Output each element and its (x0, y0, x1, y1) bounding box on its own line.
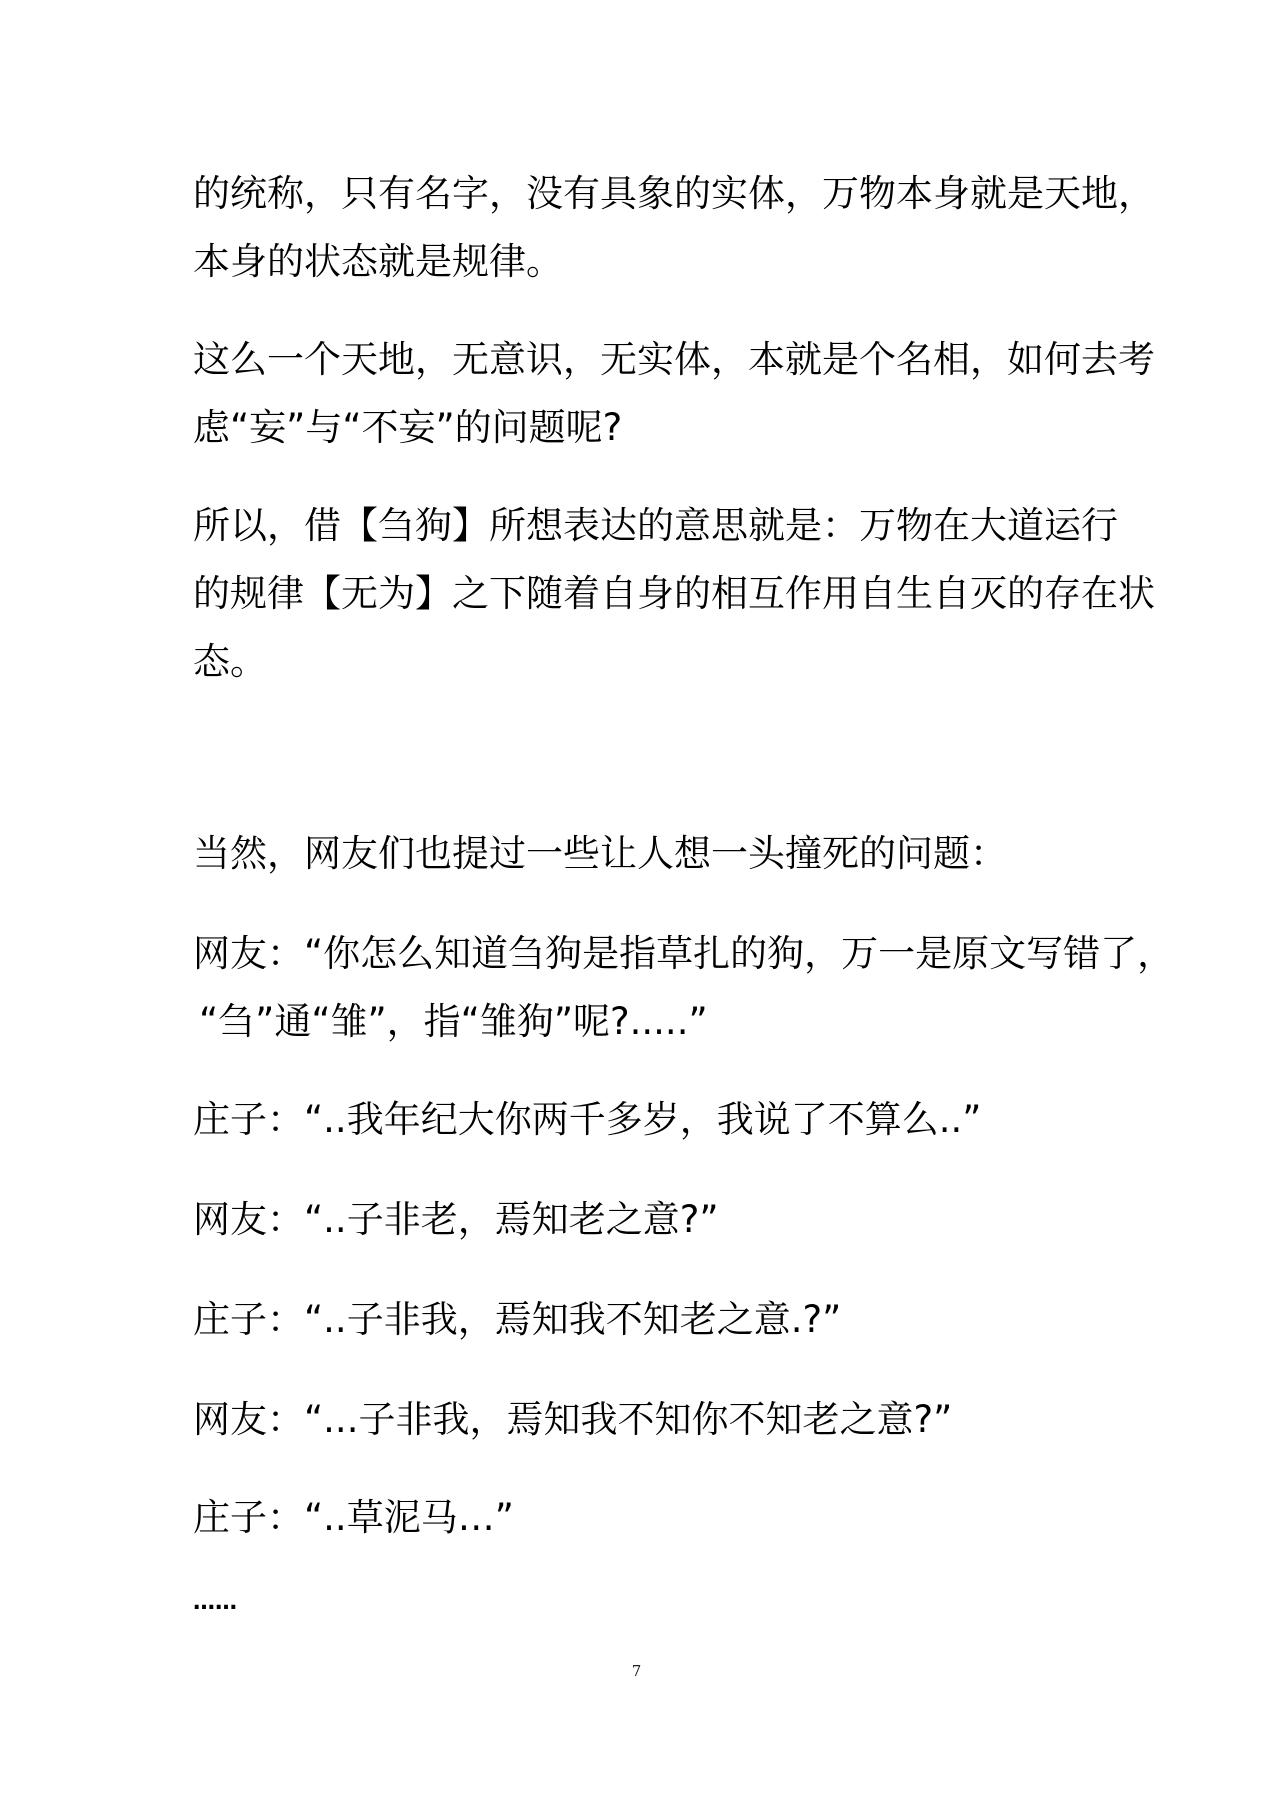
paragraph-line: 庄子：“..我年纪大你两千多岁，我说了不算么..” (193, 1098, 982, 1141)
paragraph-3 (193, 492, 1155, 696)
paragraph-line: 虑“妄”与“不妄”的问题呢? (193, 406, 623, 449)
dialogue-zhuangzi-2 (193, 1286, 1093, 1354)
ellipsis-mark: …… (193, 1590, 237, 1615)
paragraph-line: 网友：“..子非老，焉知老之意?” (193, 1198, 719, 1241)
paragraph-line: 的规律【无为】之下随着自身的相互作用自生自灭的存在状 (193, 572, 1155, 615)
paragraph-line: 本身的状态就是规律。 (193, 240, 563, 283)
paragraph-line: 庄子：“..子非我，焉知我不知老之意.?” (193, 1298, 842, 1341)
paragraph-line: 态。 (193, 640, 267, 683)
paragraph-line: 的统称，只有名字，没有具象的实体，万物本身就是天地， (193, 172, 1155, 215)
paragraph-line: 所以，借【刍狗】所想表达的意思就是：万物在大道运行 (193, 504, 1118, 547)
dialogue-zhuangzi-3 (193, 1484, 1093, 1552)
paragraph-line: “刍”通“雏”，指“雏狗”呢?.....” (199, 1000, 708, 1043)
dialogue-netizen-3 (193, 1386, 1093, 1454)
paragraph-line: 这么一个天地，无意识，无实体，本就是个名相，如何去考 (193, 338, 1155, 381)
paragraph-line: 网友：“你怎么知道刍狗是指草扎的狗，万一是原文写错了， (193, 932, 1175, 975)
dialogue-netizen-1 (193, 920, 1175, 1056)
dialogue-zhuangzi-1 (193, 1086, 1093, 1154)
paragraph-line: 网友：“...子非我，焉知我不知你不知老之意?” (193, 1398, 953, 1441)
paragraph-1 (193, 160, 1155, 296)
paragraph-line: 当然，网友们也提过一些让人想一头撞死的问题： (193, 832, 1007, 875)
page-number: 7 (631, 1662, 642, 1680)
paragraph-line: 庄子：“..草泥马…” (193, 1496, 514, 1539)
paragraph-4 (193, 820, 1093, 888)
dialogue-netizen-2 (193, 1186, 1093, 1254)
paragraph-2 (193, 326, 1155, 462)
